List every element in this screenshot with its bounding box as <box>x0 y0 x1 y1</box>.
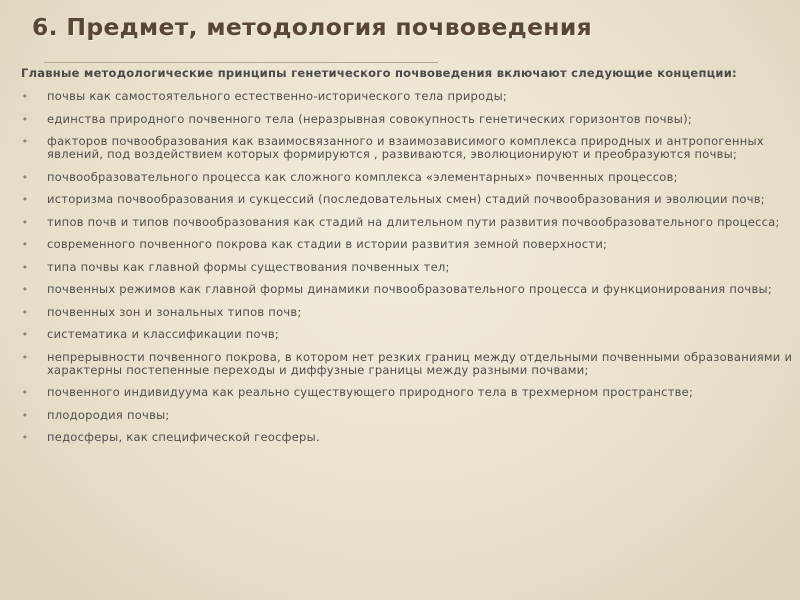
bullet-icon: • <box>21 305 29 319</box>
bullet-icon: • <box>21 170 29 184</box>
bullet-icon: • <box>21 431 29 444</box>
bullet-item <box>21 283 793 296</box>
bullet-item <box>21 238 793 251</box>
bullet-item <box>21 306 793 319</box>
bullet-item <box>21 261 793 274</box>
bullet-text: педосферы, как специфической геосферы. <box>47 430 320 444</box>
bullet-icon: • <box>21 90 29 103</box>
bullet-icon: • <box>21 215 29 229</box>
bullet-item <box>21 135 793 161</box>
slide-body <box>21 67 793 454</box>
bullet-text: современного почвенного покрова как стадии в истории развития земной поверхности; <box>47 237 608 251</box>
bullet-icon: • <box>21 112 29 126</box>
bullet-icon: • <box>21 260 29 274</box>
bullet-icon: • <box>21 238 29 251</box>
title-underline <box>44 62 438 63</box>
bullet-list <box>21 90 793 444</box>
bullet-text: почвы как самостоятельного естественно-исторического тела природы; <box>47 89 508 103</box>
intro-text: Главные методологические принципы генетического почвоведения включают следующие концепции: <box>21 66 737 80</box>
bullet-text: типов почв и типов почвообразования как стадий на длительном пути развития почвообразовательного процесса; <box>47 214 780 229</box>
bullet-item <box>21 113 793 126</box>
slide-title: 6. Предмет, методология почвоведения <box>32 13 592 41</box>
bullet-item <box>21 171 793 184</box>
bullet-item <box>21 431 793 444</box>
bullet-text: почвообразовательного процесса как сложного комплекса «элементарных» почвенных процессов; <box>47 169 678 184</box>
bullet-item <box>21 193 793 206</box>
bullet-icon: • <box>21 408 29 422</box>
bullet-item <box>21 90 793 103</box>
bullet-text: систематика и классификации почв; <box>47 327 280 341</box>
bullet-item <box>21 351 793 377</box>
bullet-text: плодородия почвы; <box>47 407 170 422</box>
bullet-item <box>21 409 793 422</box>
bullet-icon: • <box>21 328 29 341</box>
bullet-text: непрерывности почвенного покрова, в котором нет резких границ между отдельными почвенными образованиями и характерны постепенные переходы и диффузные границы между разными почвами; <box>47 349 793 377</box>
bullet-text: типа почвы как главной формы существования почвенных тел; <box>47 259 450 274</box>
bullet-text: факторов почвообразования как взаимосвязанного и взаимозависимого комплекса природных и антропогенных явлений, под воздействием которых формируются , развиваются, эволюционируют и преобразуются почвы; <box>47 134 764 161</box>
bullet-text: почвенных режимов как главной формы динамики почвообразовательного процесса и функционирования почвы; <box>47 282 772 296</box>
bullet-item <box>21 328 793 341</box>
bullet-text: почвенного индивидуума как реально существующего природного тела в трехмерном пространстве; <box>47 385 694 399</box>
bullet-item <box>21 386 793 399</box>
bullet-icon: • <box>21 283 29 296</box>
bullet-text: единства природного почвенного тела (неразрывная совокупность генетических горизонтов почвы); <box>47 111 692 126</box>
bullet-icon: • <box>21 193 29 206</box>
bullet-text: историзма почвообразования и сукцессий (последовательных смен) стадий почвообразования и эволюции почв; <box>47 192 765 206</box>
bullet-icon: • <box>21 350 29 364</box>
bullet-icon: • <box>21 135 29 148</box>
bullet-icon: • <box>21 386 29 399</box>
bullet-text: почвенных зон и зональных типов почв; <box>47 304 302 319</box>
bullet-item <box>21 216 793 229</box>
